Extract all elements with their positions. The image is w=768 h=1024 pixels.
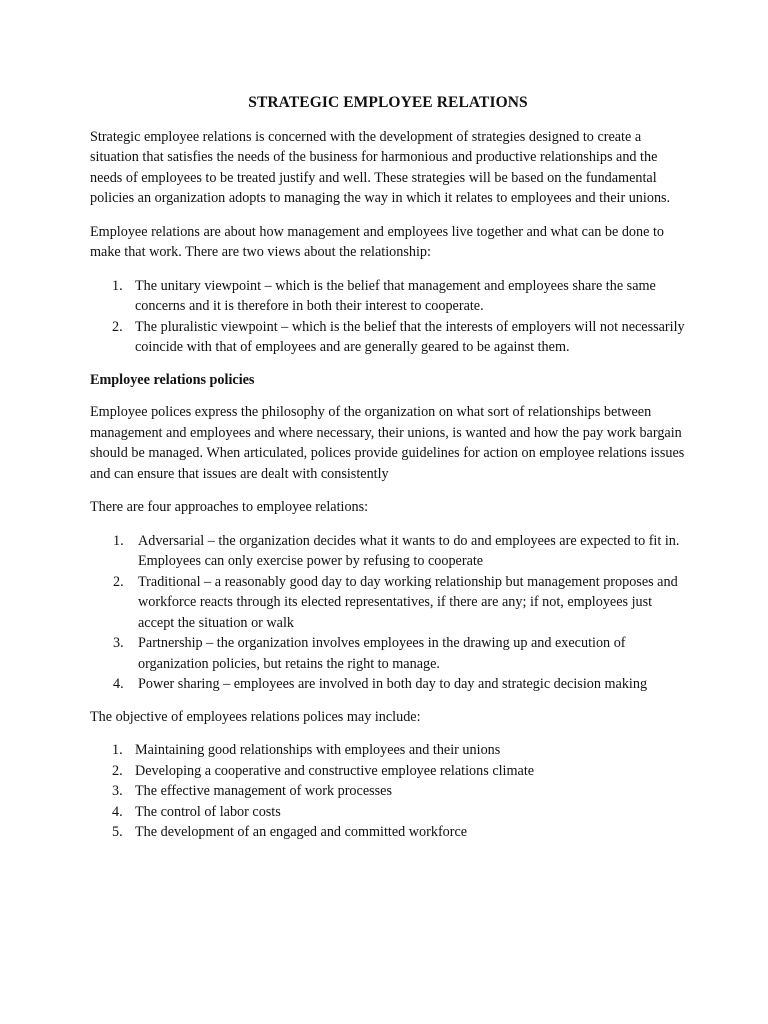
list-item-text: The effective management of work processes (135, 783, 392, 799)
list-item (90, 822, 686, 843)
objectives-intro: The objective of employees relations polices may include: (90, 708, 421, 725)
list-item-text: Maintaining good relationships with employees and their unions (135, 742, 501, 758)
list-item (90, 531, 686, 572)
list-item (90, 802, 686, 823)
document-title: STRATEGIC EMPLOYEE RELATIONS (248, 94, 528, 111)
list-number: 4. (113, 676, 124, 692)
list-number: 1. (112, 277, 123, 294)
list-item (90, 781, 686, 802)
relationship-paragraph: Employee relations are about how management and employees live together and what can be done to make that work. There are two views about the relationship: (90, 223, 664, 260)
document-page (90, 93, 686, 855)
list-item-text: Traditional – a reasonably good day to day working relationship but management proposes and workforce reacts through its elected representatives, if there are any; if not, employees just accept the situation or walk (138, 573, 678, 631)
intro-paragraph: Strategic employee relations is concerned with the development of strategies designed to create a situation that satisfies the needs of the business for harmonious and productive relationships and the needs of employees to be treated justify and well. These strategies will be based on the fundamental policies an organization adopts to managing the way in which it relates to employees and their unions. (90, 128, 671, 206)
approaches-intro: There are four approaches to employee relations: (90, 499, 369, 515)
objectives-list (90, 740, 686, 843)
list-item (90, 572, 686, 634)
list-item-text: Adversarial – the organization decides what it wants to do and employees are expected to fit in. Employees can only exercise power by refusing to cooperate (138, 532, 680, 569)
list-number: 2. (113, 573, 124, 590)
list-item-text: The unitary viewpoint – which is the belief that management and employees share the same concerns and it is therefore in both their interest to cooperate. (135, 277, 656, 314)
policies-heading: Employee relations policies (90, 371, 255, 388)
list-number: 4. (112, 803, 123, 820)
list-item (90, 674, 686, 695)
list-number: 2. (112, 762, 123, 779)
list-item (90, 740, 686, 761)
list-item-text: The control of labor costs (135, 803, 281, 820)
list-item (90, 633, 686, 674)
list-item (90, 276, 686, 317)
list-item-text: Power sharing – employees are involved in both day to day and strategic decision making (138, 676, 648, 692)
list-item-text: Developing a cooperative and constructive employee relations climate (135, 762, 535, 779)
list-item-text: Partnership – the organization involves employees in the drawing up and execution of organization policies, but retains the right to manage. (138, 635, 626, 672)
list-number: 5. (112, 824, 123, 840)
list-item (90, 761, 686, 782)
list-item-text: The pluralistic viewpoint – which is the belief that the interests of employers will not necessarily coincide with that of employees and are generally geared to be against them. (135, 318, 685, 355)
policies-paragraph: Employee polices express the philosophy of the organization on what sort of relationships between management and employees and where necessary, their unions, is wanted and how the pay work bargain should be managed. When articulated, polices provide guidelines for action on employee relations issues and can ensure that issues are dealt with consistently (90, 404, 685, 482)
list-number: 1. (113, 532, 124, 549)
list-number: 3. (113, 635, 124, 651)
list-number: 2. (112, 318, 123, 335)
list-number: 1. (112, 742, 123, 758)
views-list (90, 276, 686, 358)
list-item-text: The development of an engaged and committed workforce (135, 824, 468, 840)
list-number: 3. (112, 783, 123, 799)
list-item (90, 317, 686, 358)
approaches-list (90, 531, 686, 695)
